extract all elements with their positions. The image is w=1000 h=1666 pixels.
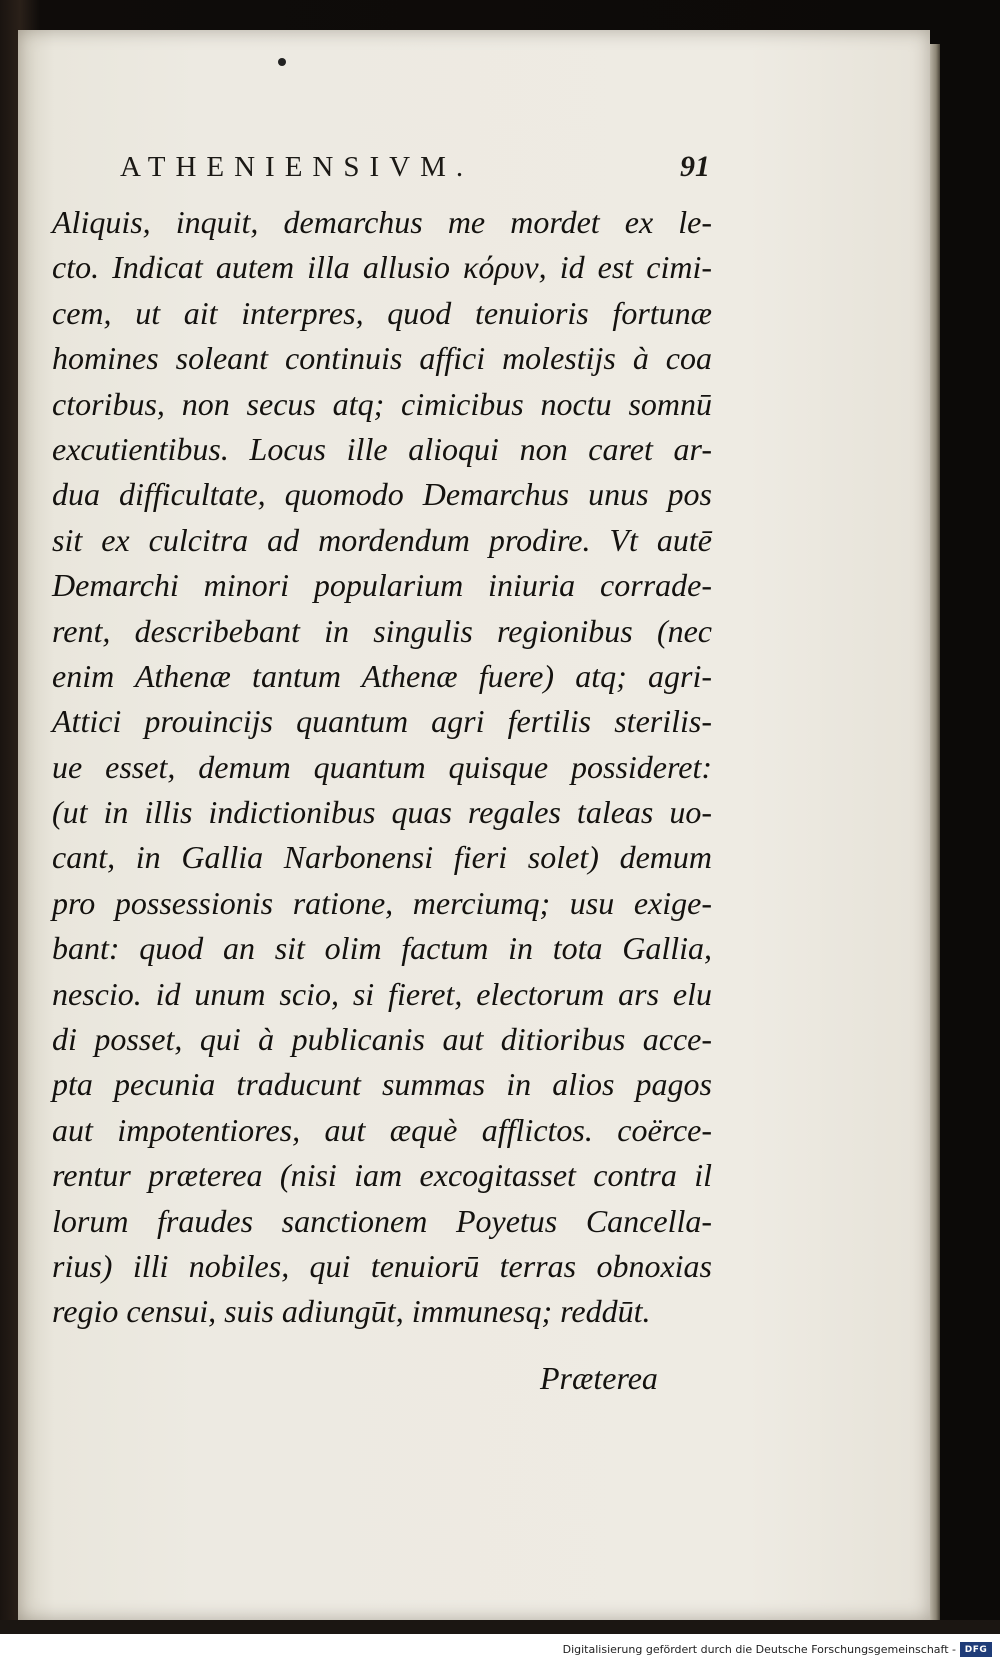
text-line: Aliquis, inquit, demarchus me mordet ex le- (52, 204, 712, 240)
page-header (120, 150, 710, 196)
scan-bottom-strip (0, 1620, 1000, 1634)
text-line: cto. Indicat autem illa allusio κόρυν, id est cimi- (52, 249, 712, 286)
text-line: (ut in illis indictionibus quas regales taleas uo- (52, 794, 712, 831)
text-line: pro possessionis ratione, merciumq; usu exige- (52, 884, 712, 921)
text-line: sit ex culcitra ad mordendum prodire. Vt autē (52, 521, 712, 558)
text-line: nescio. id unum scio, si fieret, electorum ars elu (52, 975, 712, 1012)
text-line: excutientibus. Locus ille alioqui non caret ar- (52, 430, 712, 467)
text-line: rentur præterea (nisi iam excogitasset contra il (52, 1157, 712, 1194)
body-text (52, 200, 712, 1335)
text-line: homines soleant continuis affici molestijs à coa (52, 340, 712, 377)
text-line: rius) illi nobiles, qui tenuiorū terras obnoxias (52, 1247, 712, 1284)
text-line: rent, describebant in singulis regionibus (nec (52, 612, 712, 649)
text-line: Attici prouincijs quantum agri fertilis sterilis- (52, 703, 712, 740)
text-line: enim Athenæ tantum Athenæ fuere) atq; agri- (52, 657, 712, 694)
text-line: cant, in Gallia Narbonensi fieri solet) demum (52, 839, 712, 876)
text-line: di posset, qui à publicanis aut ditioribus acce- (52, 1021, 712, 1058)
text-line: pta pecunia traducunt summas in alios pagos (52, 1066, 712, 1103)
footer-credit: Digitalisierung gefördert durch die Deutsche Forschungsgemeinschaft - (562, 1643, 956, 1656)
text-line: Demarchi minori popularium iniuria corrade- (52, 567, 712, 604)
catchword: Præterea (540, 1360, 658, 1396)
text-line: lorum fraudes sanctionem Poyetus Cancella- (52, 1202, 712, 1239)
text-line: bant: quod an sit olim factum in tota Gallia, (52, 930, 712, 967)
text-line: cem, ut ait interpres, quod tenuioris fortunæ (52, 294, 712, 331)
dfg-logo-icon: DFG (960, 1642, 992, 1657)
text-line: aut impotentiores, aut æquè afflictos. coërce- (52, 1111, 712, 1148)
page-number: 91 (680, 150, 710, 183)
text-line: dua difficultate, quomodo Demarchus unus pos (52, 476, 712, 513)
ink-dot (278, 58, 286, 66)
text-line: regio censui, suis adiungūt, immunesq; reddūt. (52, 1293, 651, 1330)
running-head: ATHENIENSIVM. (120, 151, 474, 183)
text-line: ctoribus, non secus atq; cimicibus noctu somnū (52, 385, 712, 422)
footer-bar (0, 1634, 1000, 1666)
page-edge (930, 44, 940, 1620)
text-line: ue esset, demum quantum quisque possideret: (52, 748, 712, 785)
